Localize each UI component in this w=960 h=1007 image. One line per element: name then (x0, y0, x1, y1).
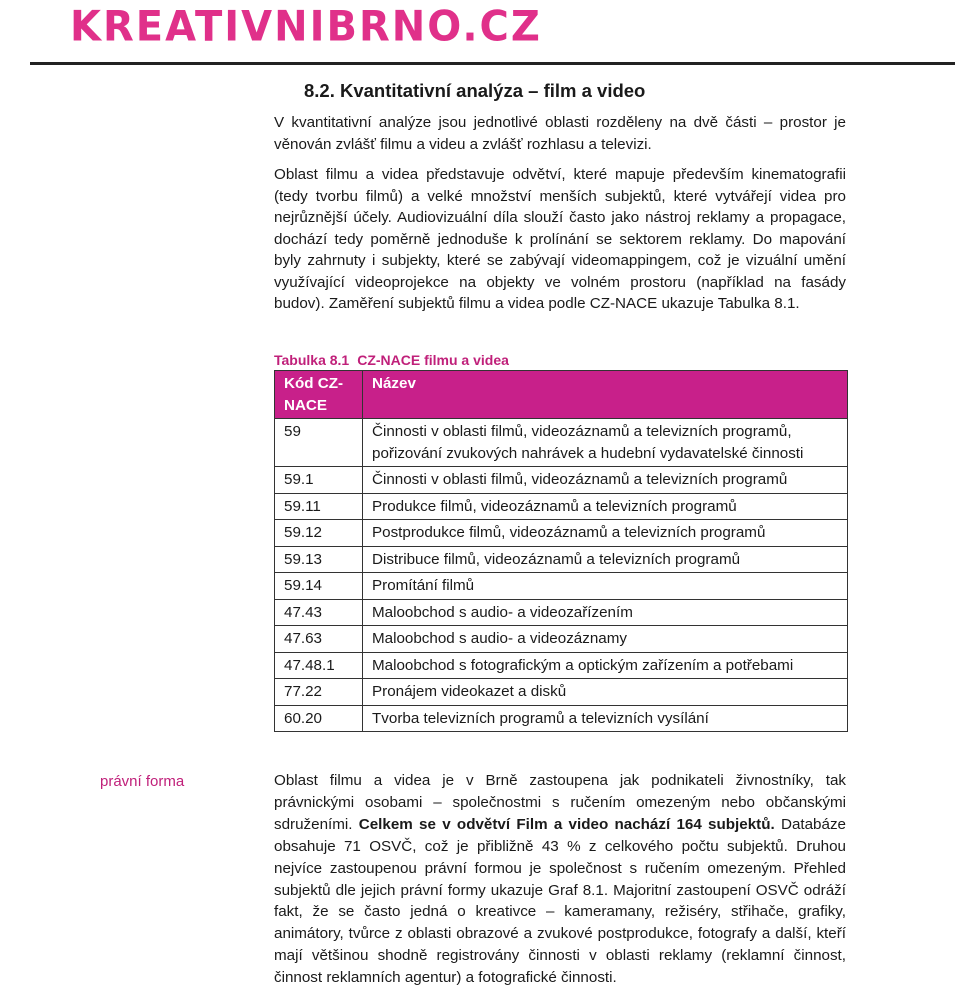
row-code: 47.43 (275, 599, 363, 626)
row-name: Činnosti v oblasti filmů, videozáznamů a televizních programů, pořizování zvukových nahrávek a hudební vydavatelské činnosti (363, 419, 848, 467)
table-row (275, 679, 848, 706)
table-row (275, 493, 848, 520)
body-paragraph: Oblast filmu a videa představuje odvětví, které mapuje především kinematografii (tedy tvorbu filmů) a velké množství menších subjektů, které vytvářejí videa pro nejrůznější účely. Audiovizuální díla slouží často jako nástroj reklamy a propagace, dochází tedy poměrně jednoduše k prolínání se sektorem reklamy. Do mapování byly zahrnuty i subjekty, které se zabývají videomappingem, což je vizuální umění využívající videoprojekce na objekty ve volném prostoru (například na fasády budov). Zaměření subjektů filmu a videa podle CZ-NACE ukazuje Tabulka 8.1. (274, 166, 846, 312)
row-name: Distribuce filmů, videozáznamů a televizních programů (363, 546, 848, 573)
nace-table (274, 370, 848, 732)
row-code: 59.11 (275, 493, 363, 520)
row-code: 59.12 (275, 520, 363, 547)
table-header-row (275, 371, 848, 419)
legal-form-paragraph (274, 770, 846, 989)
row-code: 59 (275, 419, 363, 467)
row-code: 47.48.1 (275, 652, 363, 679)
table-row (275, 599, 848, 626)
header-divider (30, 62, 955, 65)
legal-form-text-a: Oblast filmu a videa je v Brně zastoupena jak podnikateli živnostníky, tak právnickými osobami – společnostmi s ručením omezeným nebo občanskými sdruženími. (274, 772, 846, 833)
row-name: Maloobchod s fotografickým a optickým zařízením a potřebami (363, 652, 848, 679)
row-code: 59.14 (275, 573, 363, 600)
row-code: 59.1 (275, 467, 363, 494)
row-name: Promítání filmů (363, 573, 848, 600)
legal-form-text-b: Databáze obsahuje 71 OSVČ, což je přibližně 43 % z celkového počtu subjektů. Druhou nejvíce zastoupenou právní formou je společnost s ručením omezeným. Přehled subjektů dle jejich právní formy ukazuje Graf 8.1. Majoritní zastoupení OSVČ odráží fakt, že se často jedná o kreativce – kameramany, režiséry, střihače, grafiky, animátory, tvůrce z oblasti obrazové a zvukové postprodukce, fotografy a další, kteří mají většinou shodně registrovány činnosti v oblasti reklamy (reklamní činnost, činnost reklamních agentur) a fotografické činnosti. (274, 815, 846, 987)
section-heading: 8.2. Kvantitativní analýza – film a video (304, 80, 646, 101)
header-name: Název (363, 371, 848, 419)
row-name: Postprodukce filmů, videozáznamů a televizních programů (363, 520, 848, 547)
row-name: Maloobchod s audio- a videozáznamy (363, 626, 848, 653)
row-name: Tvorba televizních programů a televizních vysílání (363, 705, 848, 732)
table-caption (274, 352, 509, 368)
table-row (275, 467, 848, 494)
row-name: Produkce filmů, videozáznamů a televizních programů (363, 493, 848, 520)
margin-label-legal-form: právní forma (100, 773, 185, 790)
table-row (275, 419, 848, 467)
table-caption-title: CZ-NACE filmu a videa (357, 352, 509, 368)
row-name: Maloobchod s audio- a videozařízením (363, 599, 848, 626)
row-code: 60.20 (275, 705, 363, 732)
table-row (275, 573, 848, 600)
table-row (275, 705, 848, 732)
row-name: Pronájem videokazet a disků (363, 679, 848, 706)
row-code: 59.13 (275, 546, 363, 573)
table-row (275, 652, 848, 679)
header-code: Kód CZ-NACE (275, 371, 363, 419)
table-row (275, 520, 848, 547)
legal-form-highlight: Celkem se v odvětví Film a video nachází 164 subjektů. (358, 815, 775, 833)
site-logo: KREATIVNIBRNO.CZ (70, 2, 542, 52)
intro-paragraph: V kvantitativní analýze jsou jednotlivé oblasti rozděleny na dvě části – prostor je věnován zvlášť filmu a videu a zvlášť rozhlasu a televizi. (274, 114, 846, 153)
row-code: 77.22 (275, 679, 363, 706)
row-code: 47.63 (275, 626, 363, 653)
table-caption-label: Tabulka 8.1 (274, 352, 350, 368)
row-name: Činnosti v oblasti filmů, videozáznamů a televizních programů (363, 467, 848, 494)
table-row (275, 546, 848, 573)
table-row (275, 626, 848, 653)
